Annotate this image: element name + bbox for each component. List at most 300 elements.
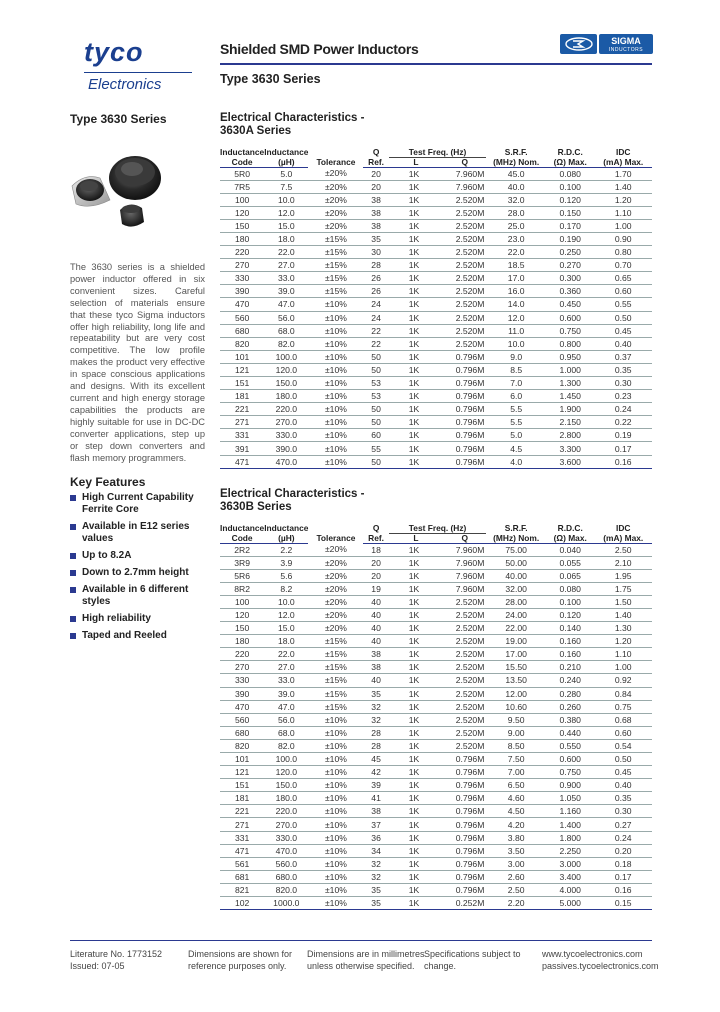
col-inductance: Inductance [264, 523, 309, 533]
col-tolerance: Tolerance [316, 533, 356, 543]
cell-test-l: 1K [389, 648, 443, 661]
left-heading: Type 3630 Series [70, 112, 167, 126]
cell-test-l: 1K [389, 390, 443, 403]
cell-tolerance: ±15% [308, 687, 363, 700]
cell-inductance: 7.5 [264, 180, 308, 193]
cell-srf: 19.00 [486, 635, 546, 648]
table-row [220, 324, 652, 337]
cell-srf: 10.0 [486, 337, 546, 350]
cell-tolerance: ±15% [308, 635, 363, 648]
cell-test-l: 1K [389, 337, 443, 350]
cell-code: 221 [220, 403, 264, 416]
cell-rdc: 0.170 [546, 219, 594, 232]
cell-idc: 0.35 [594, 792, 652, 805]
cell-srf: 22.0 [486, 246, 546, 259]
cell-rdc: 0.210 [546, 661, 594, 674]
cell-test-q: 2.520M [443, 298, 486, 311]
table-row [220, 622, 652, 635]
cell-idc: 0.18 [594, 857, 652, 870]
cell-test-l: 1K [389, 713, 443, 726]
cell-rdc: 0.280 [546, 687, 594, 700]
cell-q: 28 [363, 739, 388, 752]
cell-idc: 0.54 [594, 739, 652, 752]
cell-rdc: 0.080 [546, 582, 594, 595]
cell-test-q: 2.520M [443, 595, 486, 608]
cell-q: 50 [363, 416, 388, 429]
table-row [220, 595, 652, 608]
cell-tolerance: ±20% [308, 543, 363, 556]
cell-srf: 5.5 [486, 403, 546, 416]
cell-idc: 1.95 [594, 569, 652, 582]
cell-srf: 17.0 [486, 272, 546, 285]
cell-idc: 0.35 [594, 363, 652, 376]
cell-rdc: 1.450 [546, 390, 594, 403]
cell-tolerance: ±10% [308, 337, 363, 350]
cell-test-l: 1K [389, 569, 443, 582]
cell-code: 560 [220, 311, 264, 324]
cell-idc: 0.17 [594, 442, 652, 455]
col-test-freq: Test Freq. (Hz) [389, 522, 487, 533]
dimensions-note-line1: Dimensions are shown for [188, 949, 293, 959]
col-test-q: Q [443, 157, 486, 167]
table-row [220, 442, 652, 455]
cell-idc: 1.75 [594, 582, 652, 595]
cell-inductance: 100.0 [264, 350, 308, 363]
cell-idc: 0.24 [594, 831, 652, 844]
cell-tolerance: ±10% [308, 844, 363, 857]
col-srf-unit: (MHz) Nom. [486, 157, 546, 167]
cell-inductance: 8.2 [264, 582, 308, 595]
cell-code: 471 [220, 455, 264, 468]
cell-rdc: 0.080 [546, 167, 594, 180]
cell-test-l: 1K [389, 674, 443, 687]
cell-code: 330 [220, 674, 264, 687]
cell-rdc: 1.300 [546, 377, 594, 390]
col-inductance-code: Inductance [220, 523, 265, 533]
cell-test-q: 0.796M [443, 442, 486, 455]
cell-inductance: 150.0 [264, 377, 308, 390]
cell-test-l: 1K [389, 455, 443, 468]
table-row [220, 206, 652, 219]
key-feature-label: Available in E12 series values [82, 521, 190, 544]
cell-rdc: 2.250 [546, 844, 594, 857]
table-row [220, 416, 652, 429]
bullet-square-icon [70, 587, 76, 593]
cell-tolerance: ±15% [308, 661, 363, 674]
cell-tolerance: ±20% [308, 608, 363, 621]
cell-test-l: 1K [389, 350, 443, 363]
footer-units-note [307, 949, 425, 972]
cell-test-q: 7.960M [443, 167, 486, 180]
cell-tolerance: ±20% [308, 622, 363, 635]
cell-tolerance: ±10% [308, 429, 363, 442]
cell-srf: 14.0 [486, 298, 546, 311]
col-idc: IDC [616, 147, 631, 157]
table-row [220, 870, 652, 883]
cell-srf: 13.50 [486, 674, 546, 687]
cell-srf: 9.50 [486, 713, 546, 726]
cell-idc: 1.20 [594, 193, 652, 206]
cell-tolerance: ±15% [308, 272, 363, 285]
sigma-wordmark [599, 34, 653, 54]
cell-srf: 40.00 [486, 569, 546, 582]
table-row [220, 635, 652, 648]
cell-test-q: 2.520M [443, 285, 486, 298]
cell-code: 150 [220, 219, 264, 232]
table-b [220, 522, 652, 910]
cell-code: 181 [220, 792, 264, 805]
cell-inductance: 330.0 [264, 429, 308, 442]
list-item [70, 550, 210, 562]
cell-srf: 25.0 [486, 219, 546, 232]
cell-rdc: 0.800 [546, 337, 594, 350]
table-b-title-line2: 3630B Series [220, 501, 292, 513]
col-idc-unit: (mA) Max. [594, 533, 652, 543]
cell-idc: 0.16 [594, 455, 652, 468]
cell-idc: 2.10 [594, 556, 652, 569]
cell-q: 20 [363, 556, 388, 569]
cell-rdc: 0.140 [546, 622, 594, 635]
cell-rdc: 2.800 [546, 429, 594, 442]
cell-srf: 7.00 [486, 766, 546, 779]
cell-test-q: 0.796M [443, 805, 486, 818]
cell-test-l: 1K [389, 324, 443, 337]
table-row [220, 259, 652, 272]
brand-name: tyco [84, 37, 144, 67]
cell-rdc: 0.600 [546, 311, 594, 324]
cell-idc: 1.70 [594, 167, 652, 180]
cell-rdc: 0.450 [546, 298, 594, 311]
cell-srf: 15.50 [486, 661, 546, 674]
cell-test-l: 1K [389, 363, 443, 376]
cell-srf: 17.00 [486, 648, 546, 661]
table-row [220, 272, 652, 285]
cell-q: 50 [363, 403, 388, 416]
cell-test-q: 2.520M [443, 700, 486, 713]
cell-q: 34 [363, 844, 388, 857]
cell-idc: 0.60 [594, 285, 652, 298]
cell-rdc: 0.440 [546, 726, 594, 739]
cell-code: 470 [220, 298, 264, 311]
cell-inductance: 10.0 [264, 193, 308, 206]
table-row [220, 193, 652, 206]
cell-code: 471 [220, 844, 264, 857]
cell-rdc: 0.950 [546, 350, 594, 363]
table-row [220, 726, 652, 739]
col-idc: IDC [616, 523, 631, 533]
cell-idc: 0.30 [594, 377, 652, 390]
cell-rdc: 0.150 [546, 206, 594, 219]
cell-code: 102 [220, 897, 264, 910]
cell-idc: 0.40 [594, 337, 652, 350]
cell-code: 220 [220, 246, 264, 259]
cell-srf: 8.50 [486, 739, 546, 752]
cell-idc: 0.23 [594, 390, 652, 403]
table-row [220, 429, 652, 442]
cell-test-q: 2.520M [443, 272, 486, 285]
cell-idc: 0.17 [594, 870, 652, 883]
cell-code: 270 [220, 259, 264, 272]
cell-test-l: 1K [389, 206, 443, 219]
table-row [220, 311, 652, 324]
cell-code: 390 [220, 285, 264, 298]
cell-test-l: 1K [389, 219, 443, 232]
cell-inductance: 150.0 [264, 779, 308, 792]
cell-idc: 0.68 [594, 713, 652, 726]
col-test-l: L [389, 533, 443, 543]
cell-test-q: 0.796M [443, 363, 486, 376]
cell-srf: 2.20 [486, 897, 546, 910]
cell-test-q: 0.796M [443, 831, 486, 844]
cell-tolerance: ±20% [308, 556, 363, 569]
website-link-passives[interactable]: passives.tycoelectronics.com [542, 960, 659, 971]
col-test-q: Q [443, 533, 486, 543]
cell-q: 18 [363, 543, 388, 556]
cell-q: 40 [363, 608, 388, 621]
units-note-line1: Dimensions are in millimetres [307, 949, 425, 959]
cell-idc: 0.40 [594, 779, 652, 792]
bullet-square-icon [70, 633, 76, 639]
cell-test-q: 2.520M [443, 713, 486, 726]
cell-code: 120 [220, 206, 264, 219]
cell-rdc: 1.900 [546, 403, 594, 416]
cell-q: 26 [363, 285, 388, 298]
cell-idc: 0.16 [594, 883, 652, 896]
literature-number: Literature No. 1773152 [70, 949, 163, 959]
cell-code: 270 [220, 661, 264, 674]
cell-rdc: 0.100 [546, 180, 594, 193]
cell-idc: 0.70 [594, 259, 652, 272]
table-row [220, 700, 652, 713]
issue-date: Issued: 07-05 [70, 960, 125, 971]
cell-tolerance: ±10% [308, 363, 363, 376]
cell-test-q: 2.520M [443, 232, 486, 245]
cell-code: 3R9 [220, 556, 264, 569]
cell-q: 40 [363, 622, 388, 635]
cell-idc: 0.27 [594, 818, 652, 831]
cell-tolerance: ±10% [308, 726, 363, 739]
key-features-heading: Key Features [70, 475, 146, 489]
cell-idc: 0.30 [594, 805, 652, 818]
cell-inductance: 33.0 [264, 674, 308, 687]
col-rdc-unit: (Ω) Max. [546, 533, 594, 543]
cell-srf: 3.80 [486, 831, 546, 844]
footer-dimensions-note [188, 949, 292, 972]
cell-q: 38 [363, 805, 388, 818]
table-row [220, 661, 652, 674]
cell-q: 22 [363, 324, 388, 337]
cell-inductance: 39.0 [264, 285, 308, 298]
cell-inductance: 330.0 [264, 831, 308, 844]
cell-q: 32 [363, 857, 388, 870]
cell-idc: 0.92 [594, 674, 652, 687]
cell-rdc: 0.120 [546, 193, 594, 206]
website-link[interactable]: www.tycoelectronics.com [542, 949, 643, 959]
cell-code: 5R0 [220, 167, 264, 180]
cell-test-q: 2.520M [443, 635, 486, 648]
cell-rdc: 3.400 [546, 870, 594, 883]
cell-code: 100 [220, 193, 264, 206]
cell-code: 271 [220, 416, 264, 429]
bullet-square-icon [70, 495, 76, 501]
cell-q: 24 [363, 298, 388, 311]
cell-inductance: 120.0 [264, 363, 308, 376]
spec-note-line2: change. [424, 960, 457, 971]
cell-test-q: 2.520M [443, 324, 486, 337]
cell-srf: 28.0 [486, 206, 546, 219]
cell-test-l: 1K [389, 272, 443, 285]
cell-inductance: 390.0 [264, 442, 308, 455]
cell-inductance: 180.0 [264, 390, 308, 403]
units-note-line2: unless otherwise specified. [307, 960, 415, 971]
cell-rdc: 1.160 [546, 805, 594, 818]
cell-tolerance: ±10% [308, 713, 363, 726]
cell-inductance: 56.0 [264, 311, 308, 324]
cell-rdc: 0.900 [546, 779, 594, 792]
cell-tolerance: ±15% [308, 700, 363, 713]
cell-code: 680 [220, 324, 264, 337]
cell-srf: 4.50 [486, 805, 546, 818]
cell-idc: 1.10 [594, 206, 652, 219]
product-description: The 3630 series is a shielded power inductor offered in six convenient sizes. Careful selection of materials ensure that these tyco Sigma inductors offer high reliability, long life and repeatability but are very cost competitive. The low profile makes the product very effective in space conscious applications and designs. With its excellent current and high energy storage capabilities the products are highly suitable for use in DC-DC converter applications, step up or step down converters and flash memory programmers. [70, 262, 205, 463]
cell-idc: 0.37 [594, 350, 652, 363]
table-row [220, 219, 652, 232]
cell-srf: 75.00 [486, 543, 546, 556]
table-row [220, 792, 652, 805]
cell-srf: 4.20 [486, 818, 546, 831]
cell-srf: 8.5 [486, 363, 546, 376]
cell-code: 560 [220, 713, 264, 726]
key-feature-label: Available in 6 different styles [82, 584, 189, 607]
cell-rdc: 0.065 [546, 569, 594, 582]
cell-rdc: 0.040 [546, 543, 594, 556]
cell-tolerance: ±10% [308, 390, 363, 403]
cell-rdc: 0.160 [546, 635, 594, 648]
cell-code: 150 [220, 622, 264, 635]
cell-rdc: 0.190 [546, 232, 594, 245]
cell-test-q: 2.520M [443, 687, 486, 700]
table-row [220, 337, 652, 350]
cell-idc: 1.40 [594, 608, 652, 621]
col-inductance-unit: (µH) [264, 157, 308, 167]
cell-idc: 0.20 [594, 844, 652, 857]
cell-inductance: 47.0 [264, 298, 308, 311]
cell-tolerance: ±15% [308, 259, 363, 272]
cell-test-q: 2.520M [443, 259, 486, 272]
cell-q: 38 [363, 661, 388, 674]
cell-code: 101 [220, 753, 264, 766]
col-rdc: R.D.C. [557, 147, 583, 157]
inductor-product-image [70, 138, 205, 243]
cell-tolerance: ±10% [308, 403, 363, 416]
cell-test-l: 1K [389, 167, 443, 180]
cell-idc: 0.90 [594, 232, 652, 245]
cell-test-q: 7.960M [443, 569, 486, 582]
cell-tolerance: ±20% [308, 582, 363, 595]
col-q: Q [372, 523, 380, 533]
cell-test-l: 1K [389, 246, 443, 259]
cell-idc: 1.10 [594, 648, 652, 661]
cell-tolerance: ±10% [308, 792, 363, 805]
cell-inductance: 220.0 [264, 805, 308, 818]
cell-srf: 3.50 [486, 844, 546, 857]
cell-q: 45 [363, 753, 388, 766]
cell-inductance: 5.0 [264, 167, 308, 180]
cell-test-q: 0.796M [443, 766, 486, 779]
bullet-square-icon [70, 553, 76, 559]
cell-idc: 0.22 [594, 416, 652, 429]
cell-inductance: 270.0 [264, 818, 308, 831]
cell-q: 38 [363, 193, 388, 206]
cell-code: 8R2 [220, 582, 264, 595]
cell-q: 42 [363, 766, 388, 779]
cell-srf: 12.00 [486, 687, 546, 700]
cell-inductance: 820.0 [264, 883, 308, 896]
key-feature-label: Down to 2.7mm height [82, 567, 189, 578]
cell-code: 151 [220, 377, 264, 390]
table-a-title-line2: 3630A Series [220, 125, 292, 137]
cell-q: 41 [363, 792, 388, 805]
cell-srf: 23.0 [486, 232, 546, 245]
cell-inductance: 15.0 [264, 219, 308, 232]
cell-test-q: 2.520M [443, 648, 486, 661]
cell-code: 120 [220, 608, 264, 621]
cell-test-q: 2.520M [443, 608, 486, 621]
cell-test-l: 1K [389, 883, 443, 896]
cell-inductance: 33.0 [264, 272, 308, 285]
cell-q: 22 [363, 337, 388, 350]
cell-rdc: 0.240 [546, 674, 594, 687]
cell-test-q: 0.796M [443, 350, 486, 363]
cell-rdc: 0.250 [546, 246, 594, 259]
cell-test-l: 1K [389, 805, 443, 818]
cell-code: 821 [220, 883, 264, 896]
cell-tolerance: ±20% [308, 595, 363, 608]
cell-test-l: 1K [389, 311, 443, 324]
cell-test-l: 1K [389, 779, 443, 792]
cell-code: 101 [220, 350, 264, 363]
cell-q: 39 [363, 779, 388, 792]
cell-q: 55 [363, 442, 388, 455]
cell-inductance: 68.0 [264, 726, 308, 739]
cell-rdc: 0.100 [546, 595, 594, 608]
cell-srf: 50.00 [486, 556, 546, 569]
cell-q: 19 [363, 582, 388, 595]
cell-tolerance: ±10% [308, 805, 363, 818]
col-test-l: L [389, 157, 443, 167]
cell-rdc: 3.600 [546, 455, 594, 468]
col-srf-unit: (MHz) Nom. [486, 533, 546, 543]
cell-srf: 9.0 [486, 350, 546, 363]
sigma-label: SIGMA [611, 36, 641, 46]
cell-inductance: 560.0 [264, 857, 308, 870]
col-inductance: Inductance [264, 147, 309, 157]
col-srf: S.R.F. [504, 523, 528, 533]
cell-test-q: 0.796M [443, 857, 486, 870]
cell-idc: 0.45 [594, 766, 652, 779]
col-test-freq: Test Freq. (Hz) [389, 146, 487, 157]
cell-tolerance: ±10% [308, 857, 363, 870]
cell-q: 53 [363, 377, 388, 390]
cell-rdc: 3.000 [546, 857, 594, 870]
cell-test-q: 2.520M [443, 674, 486, 687]
table-row [220, 350, 652, 363]
cell-q: 50 [363, 363, 388, 376]
table-row [220, 285, 652, 298]
table-row [220, 403, 652, 416]
cell-test-l: 1K [389, 416, 443, 429]
cell-q: 24 [363, 311, 388, 324]
